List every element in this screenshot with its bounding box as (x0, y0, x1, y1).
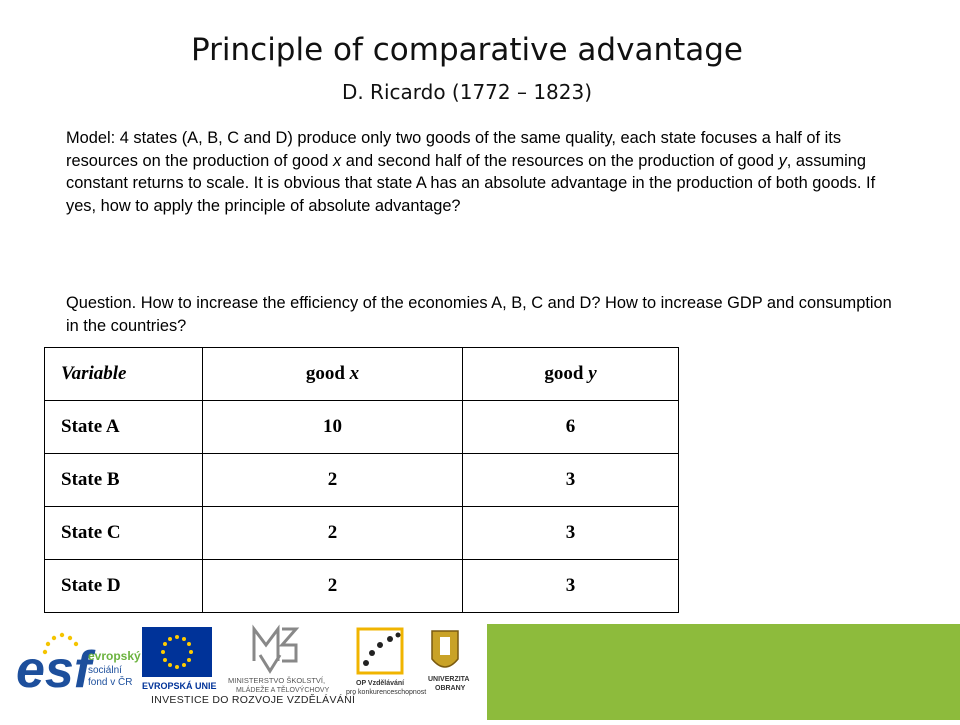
header-good-y: good y (463, 348, 679, 401)
row-good-y: 3 (463, 454, 679, 507)
green-accent-block (487, 624, 960, 720)
table-row (45, 401, 679, 454)
row-good-y: 3 (463, 560, 679, 613)
msmt-caption1: MINISTERSTVO ŠKOLSTVÍ, (228, 676, 326, 685)
model-good-x: x (332, 151, 342, 170)
slide-subtitle: D. Ricardo (1772 – 1823) (341, 80, 593, 104)
esf-line2: sociální (88, 665, 122, 676)
eu-flag-icon (142, 627, 212, 677)
model-text-part3: , assuming constant returns to scale. It is obvious that state A has an absolute advantage in the production of both goods. If yes, how to apply the principle of absolute advantage? (66, 151, 876, 215)
esf-line1: evropský (88, 649, 141, 663)
header-good-x: good x (203, 348, 463, 401)
footer-logos (0, 615, 484, 720)
row-good-x: 10 (203, 401, 463, 454)
model-good-y: y (778, 151, 787, 170)
production-table (44, 347, 679, 613)
row-state: State A (45, 401, 203, 454)
investice-caption: INVESTICE DO ROZVOJE VZDĚLÁVÁNÍ (151, 694, 356, 706)
table-header-row (45, 348, 679, 401)
op-frame-icon (358, 629, 402, 673)
op-caption2: pro konkurenceschopnost (346, 689, 427, 696)
slide-title: Principle of comparative advantage (191, 32, 743, 68)
msmt-mark-icon (254, 629, 296, 671)
row-good-x: 2 (203, 454, 463, 507)
eu-flag-logo (142, 627, 217, 691)
row-good-y: 3 (463, 507, 679, 560)
crest-tower-icon (440, 637, 450, 655)
op-caption1: OP Vzdělávání (356, 680, 405, 687)
uo-caption1: UNIVERZITA (428, 676, 470, 683)
row-good-x: 2 (203, 507, 463, 560)
model-paragraph (66, 127, 906, 217)
table-row (45, 454, 679, 507)
op-dots-icon (363, 633, 401, 667)
row-state: State C (45, 507, 203, 560)
model-text-part1: Model: 4 states (A, B, C and D) produce only two goods of the same quality, each state focuses a half of its resources on the production of good (66, 129, 842, 170)
eu-caption: EVROPSKÁ UNIE (142, 681, 217, 691)
esf-line3: fond v ČR (88, 677, 133, 688)
table-row (45, 560, 679, 613)
msmt-caption2: MLÁDEŽE A TĚLOVÝCHOVY (236, 687, 330, 694)
uo-caption2: OBRANY (435, 685, 466, 692)
table-row (45, 507, 679, 560)
msmt-logo (228, 629, 330, 694)
esf-logo (16, 633, 141, 699)
model-text-part2: and second half of the resources on the production of good (341, 151, 779, 170)
row-good-x: 2 (203, 560, 463, 613)
question-paragraph: Question. How to increase the efficiency of the economies A, B, C and D? How to increase GDP and consumption in the countries? (66, 294, 892, 335)
header-variable: Variable (45, 348, 203, 401)
row-state: State D (45, 560, 203, 613)
row-good-y: 6 (463, 401, 679, 454)
op-logo (346, 629, 426, 696)
row-state: State B (45, 454, 203, 507)
university-crest-logo (428, 631, 469, 692)
esf-wordmark: esf (16, 641, 92, 699)
